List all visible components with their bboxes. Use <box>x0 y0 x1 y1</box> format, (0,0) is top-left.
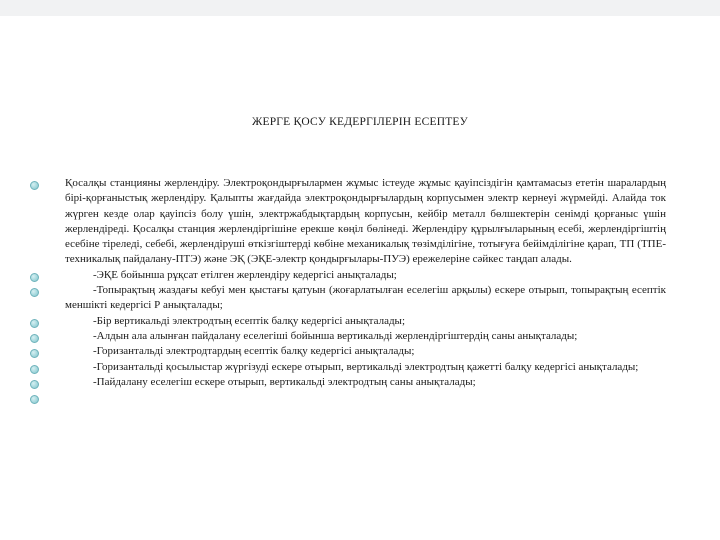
list-item <box>30 283 666 314</box>
bullet-list <box>30 176 666 405</box>
list-item <box>30 268 666 283</box>
item-text: -Горизантальді электродтардың есептік балқу кедергісі анықталады; <box>93 345 415 358</box>
bullet-icon <box>30 288 39 297</box>
bullet-icon <box>30 181 39 190</box>
bullet-icon <box>30 334 39 343</box>
list-item <box>30 375 666 390</box>
bullet-icon <box>30 349 39 358</box>
list-item <box>30 329 666 344</box>
list-item <box>30 360 666 375</box>
item-text: -Пайдалану еселегіш ескере отырып, вертикальді электродтың саны анықталады; <box>93 375 476 388</box>
item-text: -Горизантальді қосылыстар жүргізуді ескере отырып, вертикальді электродтың қажетті балқу кедергісі анықталады; <box>93 360 639 373</box>
item-text: -Алдын ала алынған пайдалану еселегіші бойынша вертикальді жерлендіргіштердің саны анықталады; <box>93 329 578 342</box>
item-text: -ЭҚЕ бойынша рұқсат етілген жерлендіру кедергісі анықталады; <box>93 268 397 281</box>
bullet-icon <box>30 273 39 282</box>
item-text: -Топырақтың жаздағы кебуі мен қыстағы қатуын (жоғарлатылған еселегіш арқылы) ескере отырып, топырақтың есептік меншікті кедергісі Р анықталады; <box>65 284 666 312</box>
bullet-icon <box>30 380 39 389</box>
item-text: Қосалқы станцияны жерлендіру. Электроқондырғылармен жұмыс істеуде жұмыс қауіпсіздігін қамтамасыз ететін шаралардың бірі-қорғаныстық жерлендіру. Қалыпты жағдайда электроқондырғылардың корпусымен электр кернеуі жүрмейді. Алайда ток жүрген кезде олар қауіпсіз болу үшін, электржабдықтардың корпусын, кейбір металл бөлшектерін сенімді қорғаныс үшін жерлендіреді. Қосалқы станция жерлендіргішіне ерекше көңіл бөлінеді. Жерлендіру құрылғыларының есебі, жерлендіргіштің есебіне тіреледі, себебі, жерлендіруші өткізгіштерді көбіне механикалық төзімділігіне, тотығуға бейімділігіне қарап, ТП (ТПЕ-техникалық пайдалану-ПТЭ) және ЭҚ (ЭҚЕ-электр қондырғылары-ПУЭ) ережелеріне сәйкес таңдап алады. <box>65 177 666 266</box>
bullet-icon <box>30 365 39 374</box>
list-item <box>30 176 666 268</box>
list-item <box>30 344 666 359</box>
slide-title: ЖЕРГЕ ҚОСУ КЕДЕРГІЛЕРІН ЕСЕПТЕУ <box>251 116 468 128</box>
item-text: -Бір вертикальді электродтың есептік балқу кедергісі анықталады; <box>93 314 406 327</box>
list-item-empty <box>30 390 666 405</box>
bullet-icon <box>30 319 39 328</box>
bullet-icon <box>30 395 39 404</box>
list-item <box>30 314 666 329</box>
